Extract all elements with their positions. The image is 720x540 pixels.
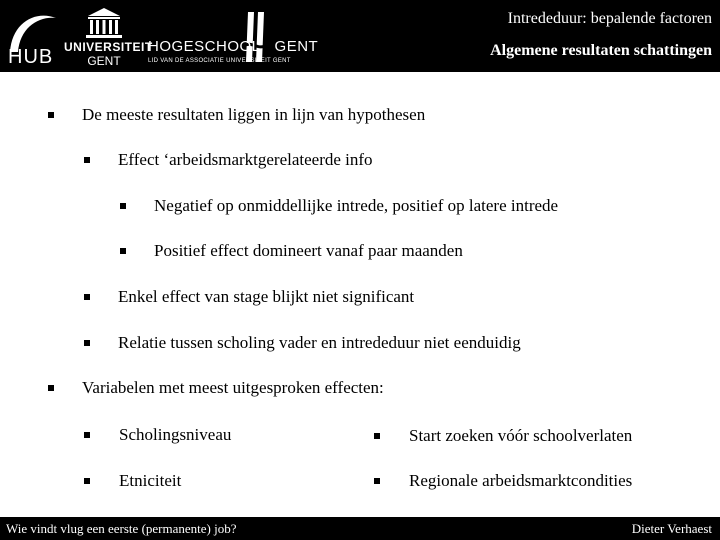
footer-bar — [0, 517, 720, 540]
bullet-square-icon — [84, 432, 90, 438]
bullet-text: Relatie tussen scholing vader en intrededuur niet eenduidig — [118, 333, 521, 352]
slide-subtitle: Algemene resultaten schattingen — [490, 42, 712, 59]
hogent-logo-name — [148, 38, 318, 55]
footer-presentation-title: Wie vindt vlug een eerste (permanente) job? — [6, 521, 237, 536]
hub-logo-text: HUB — [8, 46, 54, 68]
hogent-name-part2: GENT — [274, 38, 319, 55]
bullet-text: Effect ‘arbeidsmarktgerelateerde info — [118, 150, 373, 169]
bullet-text: Start zoeken vóór schoolverlaten — [409, 426, 633, 445]
bullet-square-icon — [120, 203, 126, 209]
bullet-text: Negatief op onmiddellijke intrede, positief op latere intrede — [154, 196, 559, 215]
slide-title: Intrededuur: bepalende factoren — [507, 10, 712, 27]
bullet-square-icon — [48, 112, 54, 118]
bullet-square-icon — [120, 248, 126, 254]
bullet-text: Scholingsniveau — [119, 425, 232, 444]
bullet-square-icon — [48, 385, 54, 391]
bullet-square-icon — [84, 157, 90, 163]
ugent-logo — [64, 6, 153, 68]
bullet-text: Positief effect domineert vanaf paar maanden — [154, 241, 463, 260]
bullet-square-icon — [84, 478, 90, 484]
hogent-name-part1: HOGESCHOOL — [148, 38, 261, 55]
ugent-building-icon — [64, 6, 144, 40]
bullet-text: Enkel effect van stage blijkt niet significant — [118, 287, 415, 306]
header-bar — [0, 0, 720, 72]
bullet-text: De meeste resultaten liggen in lijn van hypothesen — [82, 105, 426, 124]
ugent-logo-line2: GENT — [87, 54, 121, 68]
hogent-logo — [148, 8, 319, 68]
bullet-square-icon — [374, 433, 380, 439]
bullet-square-icon — [84, 340, 90, 346]
hogent-logo-subtitle: LID VAN DE ASSOCIATIE UNIVERSITEIT GENT — [148, 58, 291, 64]
bullet-square-icon — [374, 478, 380, 484]
bullet-text: Variabelen met meest uitgesproken effecten: — [82, 378, 384, 397]
bullet-square-icon — [84, 294, 90, 300]
footer-author: Dieter Verhaest — [631, 521, 712, 536]
bullet-text: Regionale arbeidsmarktcondities — [409, 471, 633, 490]
ugent-logo-line1: UNIVERSITEIT — [64, 40, 153, 54]
bullet-text: Etniciteit — [119, 471, 182, 490]
